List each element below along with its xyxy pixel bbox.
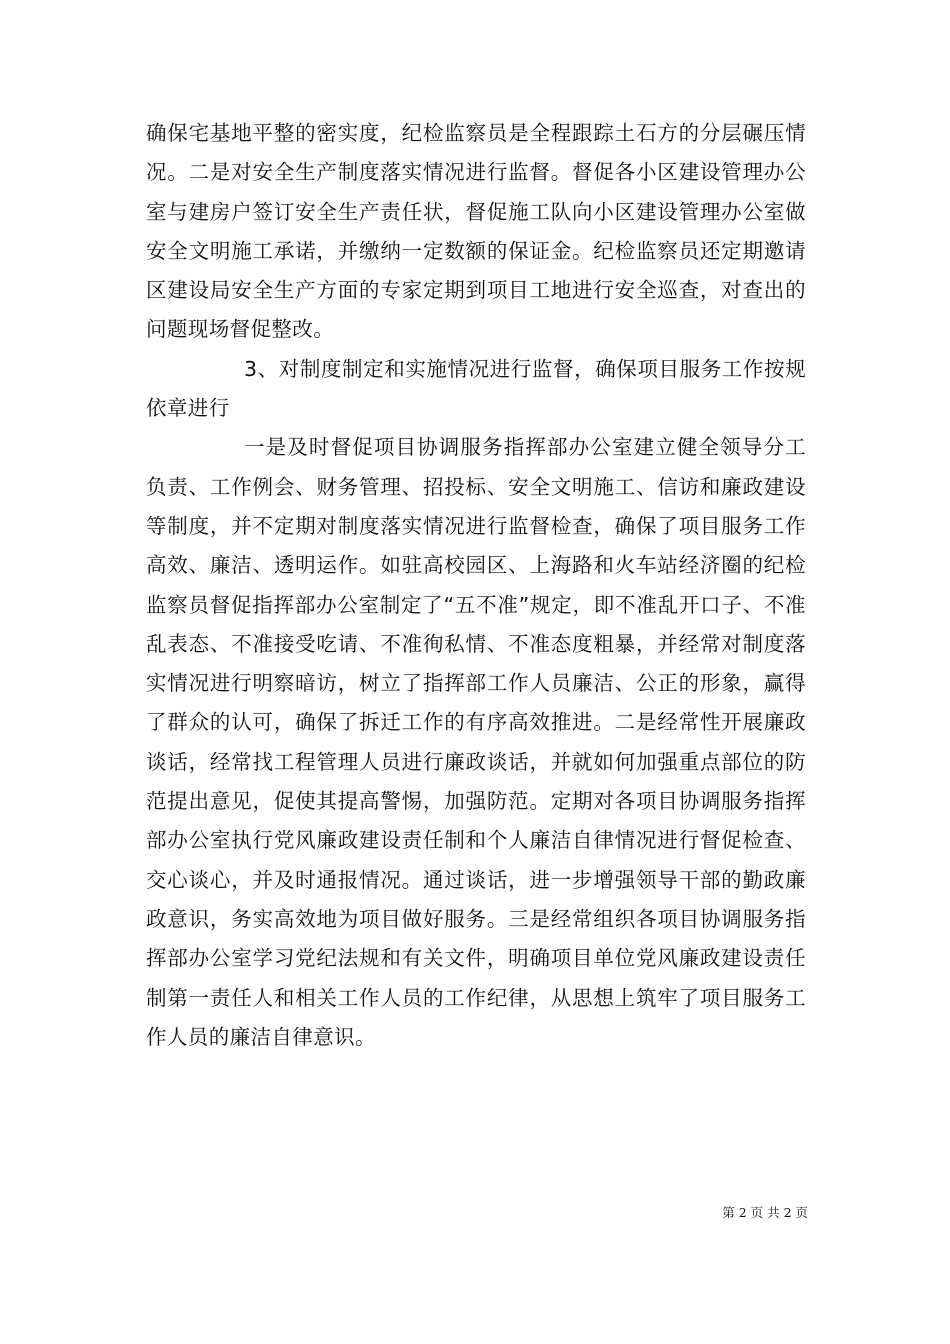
paragraph-continuation: 确保宅基地平整的密实度，纪检监察员是全程跟踪土石方的分层碾压情况。二是对安全生产制度落实情况进行监督。督促各小区建设管理办公室与建房户签订安全生产责任状，督促施工队向小区建设管理办公室做安全文明施工承诺，并缴纳一定数额的保证金。纪检监察员还定期邀请区建设局安全生产方面的专家定期到项目工地进行安全巡查，对查出的问题现场督促整改。 xyxy=(146,121,806,342)
document-body xyxy=(146,114,806,1057)
paragraph-body: 一是及时督促项目协调服务指挥部办公室建立健全领导分工负责、工作例会、财务管理、招投标、安全文明施工、信访和廉政建设等制度，并不定期对制度落实情况进行监督检查，确保了项目服务工作高效、廉洁、透明运作。如驻高校园区、上海路和火车站经济圈的纪检监察员督促指挥部办公室制定了“五不准”规定，即不准乱开口子、不准乱表态、不准接受吃请、不准徇私情、不准态度粗暴，并经常对制度落实情况进行明察暗访，树立了指挥部工作人员廉洁、公正的形象，赢得了群众的认可，确保了拆迁工作的有序高效推进。二是经常性开展廉政谈话，经常找工程管理人员进行廉政谈话，并就如何加强重点部位的防范提出意见，促使其提高警惕，加强防范。定期对各项目协调服务指挥部办公室执行党风廉政建设责任制和个人廉洁自律情况进行督促检查、交心谈心，并及时通报情况。通过谈话，进一步增强领导干部的勤政廉政意识，务实高效地为项目做好服务。三是经常组织各项目协调服务指挥部办公室学习党纪法规和有关文件，明确项目单位党风廉政建设责任制第一责任人和相关工作人员的工作纪律，从思想上筑牢了项目服务工作人员的廉洁自律意识。 xyxy=(146,435,806,1049)
section-heading-3: 3、对制度制定和实施情况进行监督，确保项目服务工作按规依章进行 xyxy=(146,356,806,421)
page-number-footer: 第 2 页 共 2 页 xyxy=(722,1205,808,1220)
